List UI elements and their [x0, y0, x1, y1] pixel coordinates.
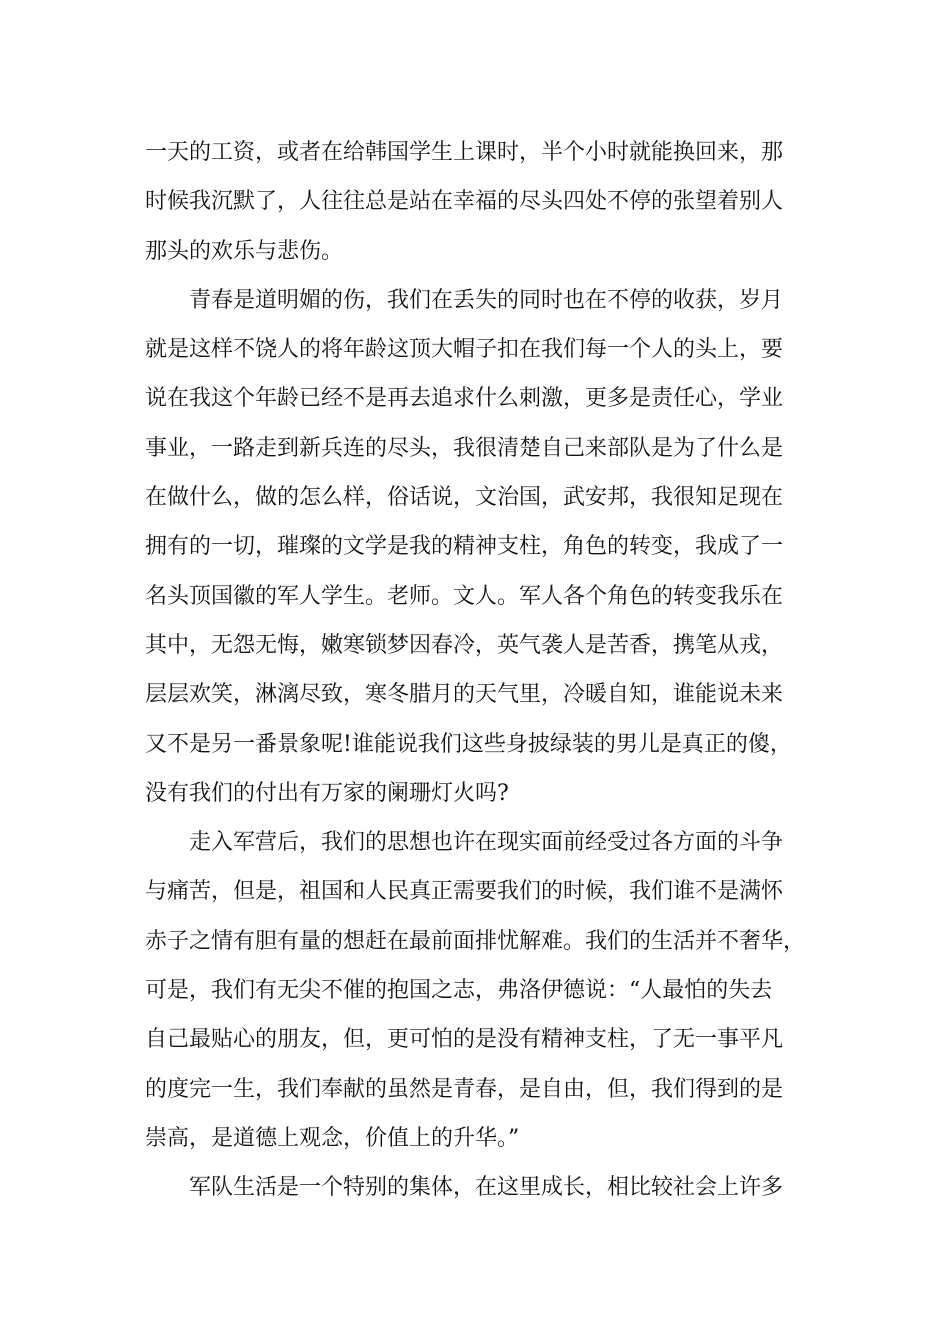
text-line: 可是，我们有无尖不催的抱国之志，弗洛伊德说：“人最怕的失去: [145, 978, 773, 1004]
text-line: 层层欢笑，淋漓尽致，寒冬腊月的天气里，冷暖自知，谁能说未来: [145, 682, 784, 708]
text-line: 就是这样不饶人的将年龄这顶大帽子扣在我们每一个人的头上，要: [145, 337, 784, 363]
text-line: 一天的工资，或者在给韩国学生上课时，半个小时就能换回来，那: [145, 140, 784, 165]
text-line: 事业，一路走到新兵连的尽头，我很清楚自己来部队是为了什么是: [145, 435, 784, 461]
text-line: 自己最贴心的朋友，但，更可怕的是没有精神支柱，了无一事平凡: [145, 1027, 784, 1053]
paragraph-start-line: 军队生活是一个特别的集体，在这里成长，相比较社会上许多: [189, 1175, 784, 1201]
text-line: 时候我沉默了，人往往总是站在幸福的尽头四处不停的张望着别人: [145, 189, 784, 215]
text-line: 的度完一生，我们奉献的虽然是青春，是自由，但，我们得到的是: [145, 1076, 784, 1102]
text-line: 又不是另一番景象呢!谁能说我们这些身披绿装的男儿是真正的傻，: [145, 731, 792, 757]
text-line: 名头顶国徽的军人学生。老师。文人。军人各个角色的转变我乐在: [145, 583, 784, 609]
text-line: 说在我这个年龄已经不是再去追求什么刺激，更多是责任心，学业: [145, 386, 784, 412]
text-line: 崇高，是道德上观念，价值上的升华。”: [145, 1125, 520, 1151]
text-line: 在做什么，做的怎么样，俗话说，文治国，武安邦，我很知足现在: [145, 485, 784, 511]
paragraph-start-line: 青春是道明媚的伤，我们在丢失的同时也在不停的收获，岁月: [189, 287, 784, 313]
text-line: 那头的欢乐与悲伤。: [145, 238, 344, 264]
text-line: 赤子之情有胆有量的想赶在最前面排忧解难。我们的生活并不奢华，: [145, 928, 806, 954]
body-text: [145, 128, 815, 1213]
text-line: 拥有的一切，璀璨的文学是我的精神支柱，角色的转变，我成了一: [145, 534, 784, 560]
text-line: 其中，无怨无悔，嫩寒锁梦因春冷，英气袭人是苦香，携笔从戎，: [145, 632, 784, 658]
text-line: 与痛苦，但是，祖国和人民真正需要我们的时候，我们谁不是满怀: [145, 879, 784, 905]
paragraph-start-line: 走入军营后，我们的思想也许在现实面前经受过各方面的斗争: [189, 830, 784, 856]
text-line: 没有我们的付出有万家的阑珊灯火吗?: [145, 780, 509, 806]
